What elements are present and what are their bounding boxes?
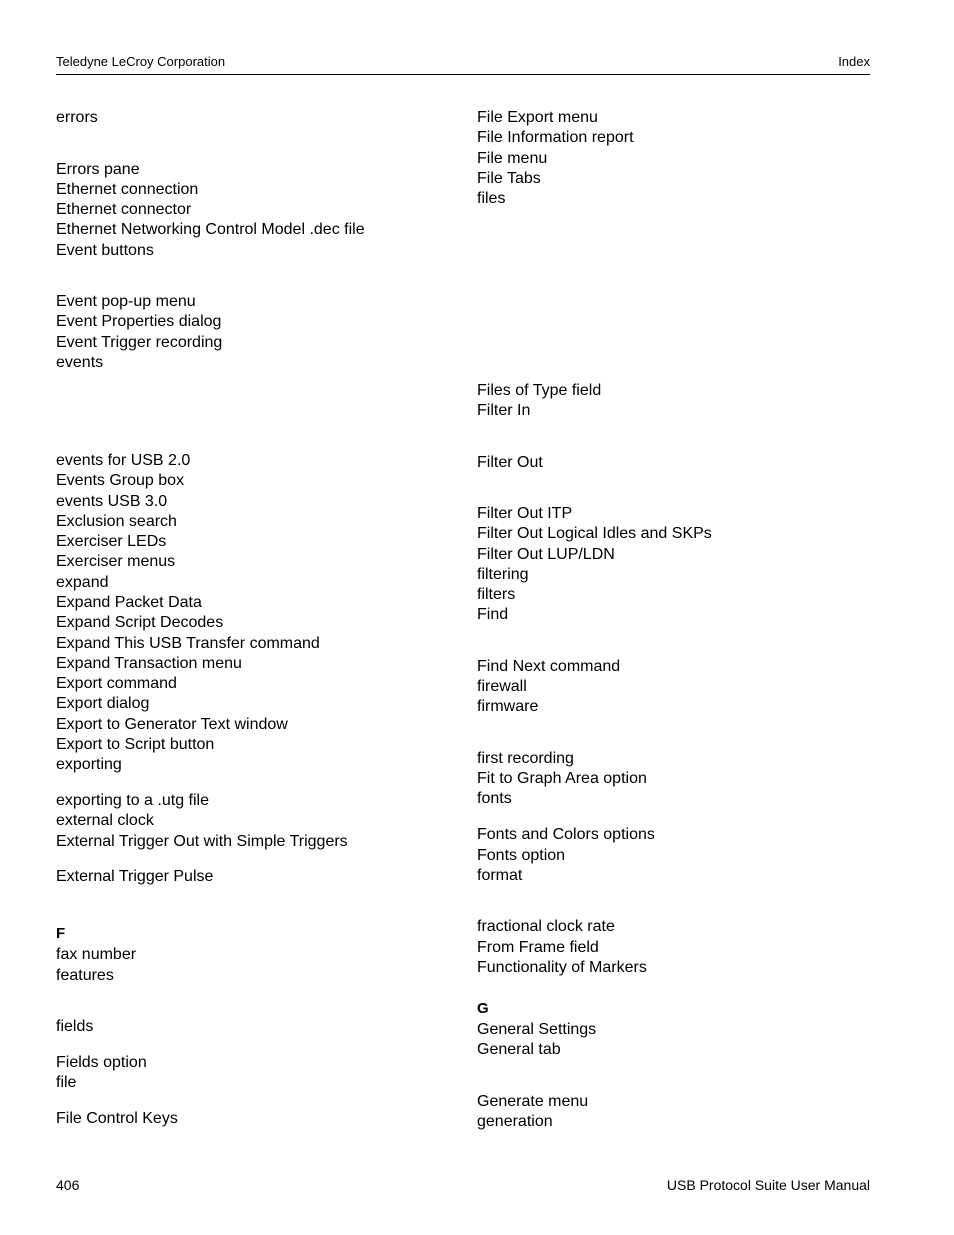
index-entry: Export to Script button [56, 736, 215, 753]
index-entry: Filter Out Logical Idles and SKPs [477, 525, 712, 542]
index-entry: Filter Out ITP [477, 505, 573, 522]
page-number: 406 [56, 1177, 80, 1193]
index-entry: Expand Transaction menu [56, 655, 242, 672]
index-entry: firewall [477, 678, 527, 695]
index-entry: Files of Type field [477, 382, 602, 399]
index-entry: Fields option [56, 1054, 147, 1071]
index-entry: Event buttons [56, 242, 154, 259]
index-entry: Expand This USB Transfer command [56, 635, 320, 652]
index-entry: Events Group box [56, 472, 185, 489]
index-entry: Ethernet Networking Control Model .dec file [56, 221, 365, 238]
index-entry: Event pop-up menu [56, 293, 196, 310]
index-entry: Export dialog [56, 695, 150, 712]
page-footer [56, 1177, 870, 1197]
index-entry: first recording [477, 750, 574, 767]
index-entry: events [56, 354, 104, 371]
index-entry: file [56, 1074, 77, 1091]
index-entry: errors [56, 109, 98, 126]
index-entry: Export to Generator Text window [56, 716, 288, 733]
index-entry: File Information report [477, 129, 634, 146]
index-entry: exporting to a .utg file [56, 792, 209, 809]
manual-title: USB Protocol Suite User Manual [666, 1177, 870, 1193]
index-entry: fields [56, 1018, 94, 1035]
index-entry: Event Trigger recording [56, 334, 223, 351]
index-entry: expand [56, 574, 109, 591]
index-entry: Expand Packet Data [56, 594, 202, 611]
index-entry: Expand Script Decodes [56, 614, 224, 631]
index-entry: File Tabs [477, 170, 541, 187]
index-entry: Generate menu [477, 1093, 589, 1110]
index-entry: fonts [477, 790, 512, 807]
index-entry: Filter In [477, 402, 531, 419]
index-entry: External Trigger Pulse [56, 868, 214, 885]
index-entry: format [477, 867, 523, 884]
index-entry: events USB 3.0 [56, 493, 168, 510]
index-entry: Find [477, 606, 509, 623]
index-entry: Exerciser menus [56, 553, 176, 570]
index-entry: Fonts option [477, 847, 566, 864]
index-entry: General tab [477, 1041, 561, 1058]
index-entry: fax number [56, 946, 137, 963]
index-entry: Filter Out LUP/LDN [477, 546, 615, 563]
index-entry: Fonts and Colors options [477, 826, 655, 843]
page-header [56, 52, 870, 75]
index-entry: Ethernet connection [56, 181, 199, 198]
index-entry: Functionality of Markers [477, 959, 647, 976]
index-letter-heading: G [477, 1000, 489, 1017]
index-entry: From Frame field [477, 939, 599, 956]
index-entry: Errors pane [56, 161, 140, 178]
index-entry: Find Next command [477, 658, 621, 675]
index-entry: External Trigger Out with Simple Triggers [56, 833, 348, 850]
header-section: Index [838, 54, 870, 69]
index-entry: General Settings [477, 1021, 597, 1038]
index-entry: File Control Keys [56, 1110, 178, 1127]
index-entry: filtering [477, 566, 529, 583]
index-entry: firmware [477, 698, 539, 715]
index-entry: external clock [56, 812, 154, 829]
index-entry: filters [477, 586, 516, 603]
index-entry: Ethernet connector [56, 201, 192, 218]
index-entry: Filter Out [477, 454, 543, 471]
index-entry: generation [477, 1113, 553, 1130]
index-entry: Exclusion search [56, 513, 177, 530]
index-entry: files [477, 190, 506, 207]
index-entry: fractional clock rate [477, 918, 615, 935]
index-entry: File menu [477, 150, 548, 167]
index-letter-heading: F [56, 925, 66, 942]
index-entry: events for USB 2.0 [56, 452, 191, 469]
index-entry: Fit to Graph Area option [477, 770, 647, 787]
header-company: Teledyne LeCroy Corporation [56, 54, 226, 69]
index-entry: exporting [56, 756, 122, 773]
index-entry: Event Properties dialog [56, 313, 222, 330]
index-entry: Exerciser LEDs [56, 533, 167, 550]
index-entry: Export command [56, 675, 177, 692]
index-entry: File Export menu [477, 109, 598, 126]
index-entry: features [56, 967, 114, 984]
